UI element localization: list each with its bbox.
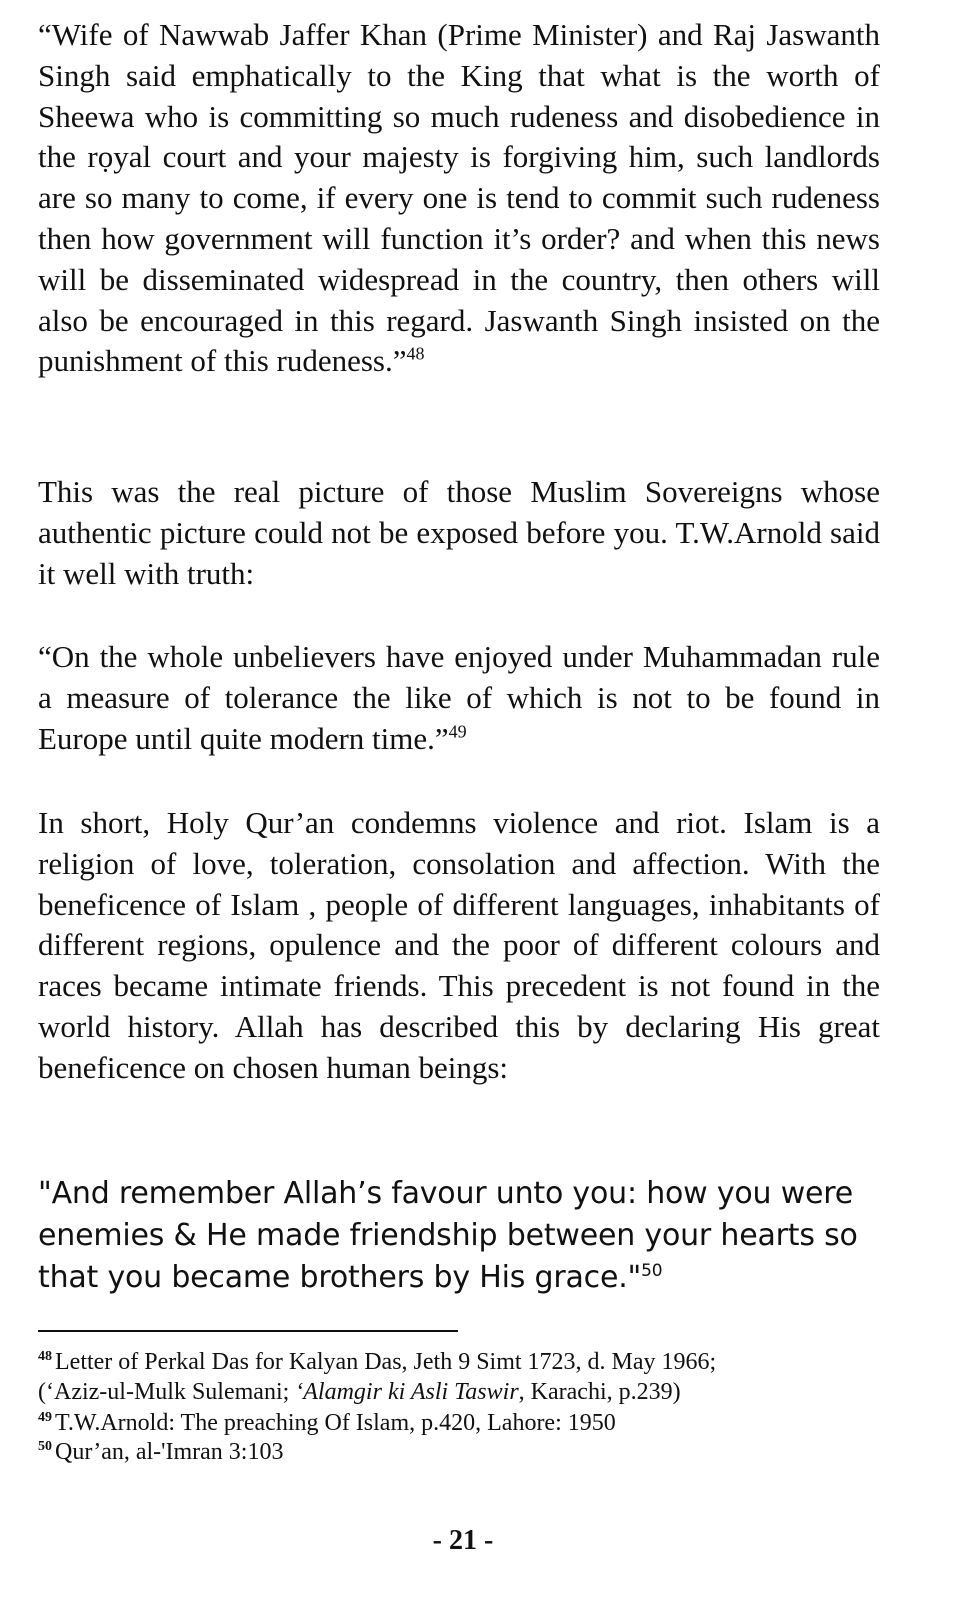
footnote-number: 49 [38,1410,52,1425]
quote-paragraph-jaswanth [38,15,880,382]
footnote-number: 50 [38,1439,52,1454]
page-number: - 21 - [432,1525,494,1556]
footnote-49 [38,1408,880,1438]
quran-quote-text: "And remember Allah’s favour unto you: how you were enemies & He made friendship between your hearts so that you became brothers by His grace." [38,1176,858,1295]
footnote-text: T.W.Arnold: The preaching Of Islam, p.420, Lahore: 1950 [55,1410,616,1436]
footnote-48 [38,1347,880,1407]
footnote-ref-49: 49 [448,721,467,742]
quran-quote-paragraph [38,1173,888,1299]
body-text: This was the real picture of those Muslim Sovereigns whose authentic picture could not be exposed before you. T.W.Arnold said it well with truth: [38,474,880,591]
footnote-divider [38,1330,458,1332]
footnote-text-line2-prefix: (‘Aziz-ul-Mulk Sulemani; [38,1379,296,1405]
body-text: In short, Holy Qur’an condemns violence and riot. Islam is a religion of love, toleration, consolation and affection. With the beneficence of Islam , people of different languages, inhabitants of different regions, opulence and the poor of different colours and races became intimate friends. This precedent is not found in the world history. Allah has described this by declaring His great beneficence on chosen human beings: [38,805,880,1085]
quote-text: “Wife of Nawwab Jaffer Khan (Prime Minister) and Raj Jaswanth Singh said emphatically to the King that what is the worth of Sheewa who is committing so much rudeness and disobedience in the rọyal court and your majesty is forgiving him, such landlords are so many to come, if every one is tend to commit such rudeness then how government will function it’s order? and when this news will be disseminated widespread in the country, then others will also be encouraged in this regard. Jaswanth Singh insisted on the punishment of this rudeness.” [38,17,880,379]
footnote-text-line1: Letter of Perkal Das for Kalyan Das, Jeth 9 Simt 1723, d. May 1966; [55,1349,717,1375]
footnote-ref-48: 48 [406,344,425,365]
body-paragraph-in-short [38,803,880,1089]
quote-paragraph-arnold [38,637,880,759]
footnote-text-line2-suffix: , Karachi, p.239) [518,1379,681,1405]
body-paragraph-muslim-sovereigns [38,472,880,594]
footnote-ref-50: 50 [641,1261,663,1281]
footnote-text: Qur’an, al-'Imran 3:103 [55,1439,284,1465]
quote-text: “On the whole unbelievers have enjoyed under Muhammadan rule a measure of tolerance the like of which is not to be found in Europe until quite modern time.” [38,639,880,756]
footnote-number: 48 [38,1349,52,1364]
footnote-50 [38,1437,880,1467]
footnote-book-title: ‘Alamgir ki Asli Taswir [295,1379,519,1405]
